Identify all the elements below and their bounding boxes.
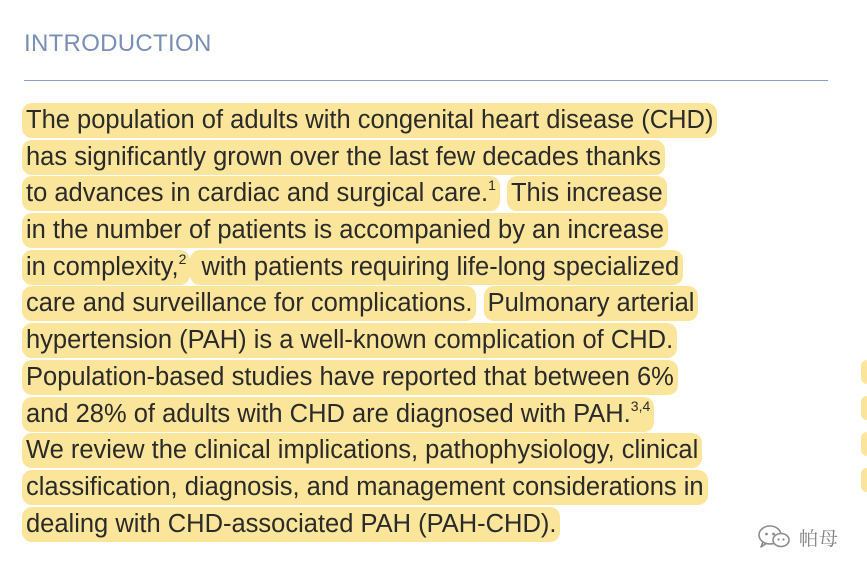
paragraph-line [22, 285, 842, 322]
highlighted-text [507, 176, 667, 211]
text-run: Population-based studies have reported that between 6% [26, 362, 674, 391]
text-run: has significantly grown over the last few decades thanks [26, 142, 662, 171]
margin-highlight-mark [861, 396, 867, 420]
citation-superscript: 2 [178, 250, 187, 267]
paragraph-line [22, 359, 842, 396]
highlighted-text [22, 323, 677, 358]
heading-divider [24, 80, 828, 81]
highlighted-text [22, 176, 500, 211]
highlighted-text [22, 470, 708, 505]
highlighted-text [22, 140, 665, 175]
paragraph-line [22, 102, 842, 139]
text-run: and 28% of adults with CHD are diagnosed with PAH. [26, 399, 631, 428]
text-run: in complexity, [26, 252, 179, 281]
watermark [757, 522, 839, 552]
text-run: We review the clinical implications, pathophysiology, clinical [26, 436, 699, 465]
paragraph-line [22, 139, 842, 176]
paragraph-line [22, 469, 842, 506]
highlighted-text [22, 360, 678, 395]
highlighted-text [22, 250, 190, 285]
watermark-text: 帕母 [799, 527, 840, 550]
paragraph-line [22, 322, 842, 359]
citation-superscript: 1 [488, 177, 496, 194]
citation-superscript: 3,4 [630, 397, 651, 414]
paragraph-line [22, 506, 842, 543]
text-run: in the number of patients is accompanied by an increase [26, 216, 664, 245]
highlighted-text [22, 507, 560, 542]
highlighted-text [22, 103, 717, 138]
section-heading: INTRODUCTION [24, 30, 212, 57]
margin-highlight-mark [861, 468, 867, 492]
text-run: The population of adults with congenital heart disease (CHD) [26, 106, 714, 134]
text-run: This increase [510, 179, 663, 208]
text-run [500, 179, 507, 207]
text-run: to advances in cardiac and surgical care. [26, 179, 489, 208]
introduction-paragraph [22, 102, 842, 542]
highlighted-text [22, 213, 668, 248]
right-margin-highlight-marks [861, 360, 867, 550]
text-run [476, 289, 483, 317]
paragraph-line [22, 175, 842, 212]
text-segment [500, 179, 507, 207]
text-run: dealing with CHD-associated PAH (PAH-CHD). [26, 509, 557, 538]
text-run: classification, diagnosis, and management considerations in [26, 472, 704, 501]
wechat-logo-icon [757, 524, 791, 550]
highlighted-text [22, 286, 476, 321]
paragraph-line [22, 249, 842, 286]
highlighted-text [484, 286, 699, 321]
margin-highlight-mark [861, 360, 867, 384]
paragraph-line [22, 432, 842, 469]
highlighted-text [190, 250, 683, 285]
paragraph-line [22, 396, 842, 433]
text-run: care and surveillance for complications. [26, 289, 473, 318]
paragraph-line [22, 212, 842, 249]
margin-highlight-mark [861, 432, 867, 456]
text-run: Pulmonary arterial [487, 289, 695, 318]
text-segment [476, 289, 483, 317]
highlighted-text [22, 397, 654, 432]
text-run: with patients requiring life-long specialized [194, 252, 680, 281]
text-run: hypertension (PAH) is a well-known complication of CHD. [26, 326, 674, 355]
highlighted-text [22, 433, 702, 468]
